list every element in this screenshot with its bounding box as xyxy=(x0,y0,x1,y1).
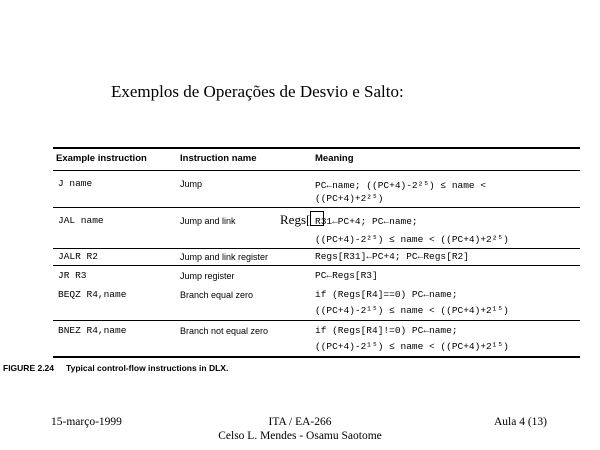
row-instruction-name: Jump and link xyxy=(180,216,236,226)
row-instruction-name: Jump xyxy=(180,179,203,189)
row-instruction: JAL name xyxy=(58,215,104,226)
row-meaning-line-1: PC←Regs[R3] xyxy=(315,270,378,281)
figure-caption xyxy=(3,363,228,373)
figure-caption-text: Typical control-flow instructions in DLX. xyxy=(66,363,229,373)
row-divider xyxy=(53,207,580,208)
slide-title: Exemplos de Operações de Desvio e Salto: xyxy=(111,82,404,101)
row-instruction: BNEZ R4,name xyxy=(58,325,127,336)
row-meaning-line-2: ((PC+4)+2²⁵) xyxy=(315,193,384,204)
header-instruction-name: Instruction name xyxy=(180,153,257,164)
row-instruction-name: Jump and link register xyxy=(180,252,269,262)
row-meaning-line-2: ((PC+4)-2¹⁵) ≤ name < ((PC+4)+2¹⁵) xyxy=(315,305,509,316)
row-divider xyxy=(53,265,580,266)
row-meaning-line-2: ((PC+4)-2¹⁵) ≤ name < ((PC+4)+2¹⁵) xyxy=(315,341,509,352)
row-meaning-line-1: R31←PC+4; PC←name; xyxy=(315,216,418,227)
table-header-rule xyxy=(53,170,580,171)
row-meaning-line-1: PC←name; ((PC+4)-2²⁵) ≤ name < xyxy=(315,180,487,191)
row-instruction-name: Branch equal zero xyxy=(180,290,254,300)
row-instruction-name: Branch not equal zero xyxy=(180,326,269,336)
overlay-box xyxy=(310,211,324,226)
table-top-rule xyxy=(53,147,580,149)
header-example-instruction: Example instruction xyxy=(56,153,147,164)
overlay-text: Regs[ xyxy=(280,212,311,227)
row-meaning-line-1: if (Regs[R4]==0) PC←name; xyxy=(315,289,458,300)
row-meaning-line-1: if (Regs[R4]!=0) PC←name; xyxy=(315,325,458,336)
row-instruction: BEQZ R4,name xyxy=(58,289,127,300)
table-bottom-rule xyxy=(53,356,580,358)
footer-course: ITA / EA-266 xyxy=(268,416,332,428)
row-instruction: JALR R2 xyxy=(58,251,98,262)
row-meaning-line-2: ((PC+4)-2²⁵) ≤ name < ((PC+4)+2²⁵) xyxy=(315,234,509,245)
row-meaning-line-1: Regs[R31]←PC+4; PC←Regs[R2] xyxy=(315,251,469,262)
footer-authors: Celso L. Mendes - Osamu Saotome xyxy=(218,430,382,442)
row-instruction: J name xyxy=(58,178,93,189)
row-divider xyxy=(53,320,580,321)
footer-page: Aula 4 (13) xyxy=(494,416,548,428)
footer-date: 15-março-1999 xyxy=(51,416,122,428)
row-instruction: JR R3 xyxy=(58,270,87,281)
regs-overlay-annotation xyxy=(280,211,324,228)
figure-number: FIGURE 2.24 xyxy=(3,363,55,373)
header-meaning: Meaning xyxy=(315,153,354,164)
row-instruction-name: Jump register xyxy=(180,271,235,281)
row-divider xyxy=(53,248,580,249)
